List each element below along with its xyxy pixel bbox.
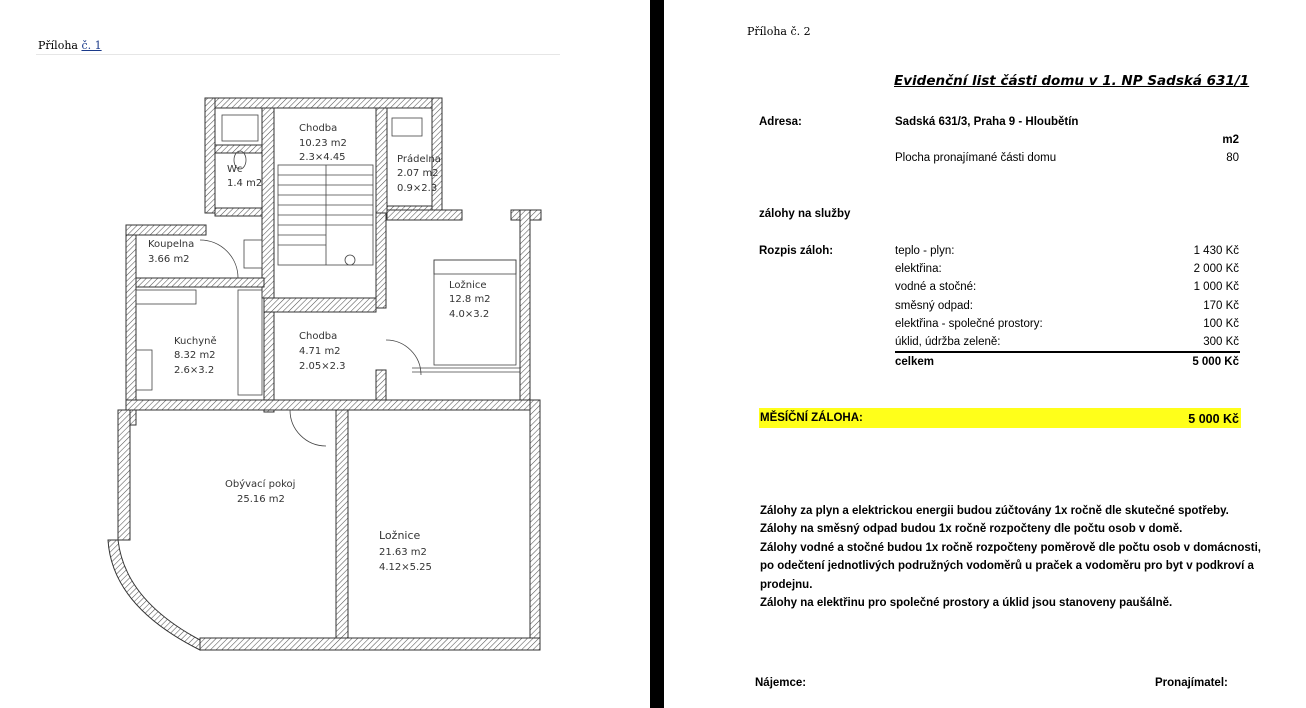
total-value: 5 000 Kč xyxy=(1192,356,1239,368)
item-amount: 2 000 Kč xyxy=(1193,263,1239,275)
annex-2-label: Příloha č. 2 xyxy=(747,25,811,38)
room-obyvaci-area: 25.16 m2 xyxy=(237,494,285,505)
total-label: celkem xyxy=(895,356,935,368)
room-pradelna-area: 2.07 m2 xyxy=(397,168,439,179)
page-divider xyxy=(650,0,664,708)
item-amount: 1 000 Kč xyxy=(1193,281,1239,293)
area-value: 80 xyxy=(1226,152,1239,164)
room-chodba-mid-area: 4.71 m2 xyxy=(299,346,341,357)
room-obyvaci xyxy=(225,478,295,505)
services-heading: zálohy na služby xyxy=(759,208,851,220)
room-koupelna-name: Koupelna xyxy=(148,239,195,250)
annex-1-number: č. 1 xyxy=(81,39,102,52)
room-kuchyne-area: 8.32 m2 xyxy=(174,350,216,361)
note-line: Zálohy za plyn a elektrickou energii budou zúčtovány 1x ročně dle skutečné spotřeby. xyxy=(760,505,1229,517)
item-amount: 170 Kč xyxy=(1203,300,1239,312)
room-chodba-mid-name: Chodba xyxy=(299,331,338,342)
monthly-value: 5 000 Kč xyxy=(1188,412,1239,426)
room-chodba-top xyxy=(299,123,347,163)
breakdown-label: Rozpis záloh: xyxy=(759,245,834,257)
total-rule xyxy=(895,351,1240,353)
room-koupelna-area: 3.66 m2 xyxy=(148,254,190,265)
room-loznice-large-dims: 4.12×5.25 xyxy=(379,562,432,573)
item-amount: 300 Kč xyxy=(1203,336,1239,348)
note-line: po odečtení jednotlivých podružných vodoměrů u praček a vodoměru pro byt v podkroví a xyxy=(760,560,1254,572)
unit-header: m2 xyxy=(1222,134,1239,146)
floor-plan xyxy=(0,0,650,708)
landlord-label: Pronajímatel: xyxy=(1155,677,1228,689)
room-koupelna xyxy=(148,239,194,265)
note-line: Zálohy vodné a stočné budou 1x ročně rozpočteny poměrově dle počtu osob v domácnosti, xyxy=(760,542,1261,554)
note-line: Zálohy na směsný odpad budou 1x ročně rozpočteny dle počtu osob v domě. xyxy=(760,523,1183,535)
room-pradelna-dims: 0.9×2.3 xyxy=(397,183,438,194)
room-chodba-top-area: 10.23 m2 xyxy=(299,138,347,149)
area-label: Plocha pronajímané části domu xyxy=(895,152,1057,164)
document-title: Evidenční list části domu v 1. NP Sadská 631/1 xyxy=(894,73,1250,89)
note-line: Zálohy na elektřinu pro společné prostory a úklid jsou stanoveny paušálně. xyxy=(760,597,1173,609)
room-pradelna xyxy=(397,153,441,194)
item-label: směsný odpad: xyxy=(895,300,973,312)
item-label: úklid, údržba zeleně: xyxy=(895,336,1001,348)
room-loznice-large-name: Ložnice xyxy=(379,529,421,542)
room-kuchyne xyxy=(174,335,217,376)
left-page xyxy=(0,0,650,708)
room-loznice-large xyxy=(379,529,432,573)
room-wc-area: 1.4 m2 xyxy=(227,178,263,189)
room-obyvaci-name: Obývací pokoj xyxy=(225,479,296,490)
item-label: elektřina: xyxy=(895,263,942,275)
item-label: teplo - plyn: xyxy=(895,245,955,257)
annex-1-prefix: Příloha xyxy=(38,39,82,52)
item-label: elektřina - společné prostory: xyxy=(895,318,1043,330)
address-value: Sadská 631/3, Praha 9 - Hloubětín xyxy=(895,116,1079,128)
room-wc xyxy=(227,164,262,189)
item-amount: 1 430 Kč xyxy=(1193,245,1239,257)
room-kuchyne-dims: 2.6×3.2 xyxy=(174,365,215,376)
plan-walls xyxy=(108,98,541,650)
room-loznice-small-area: 12.8 m2 xyxy=(449,294,491,305)
note-line: prodejnu. xyxy=(760,579,813,591)
room-wc-name: Wc xyxy=(227,164,243,175)
room-chodba-mid xyxy=(299,331,346,372)
room-loznice-small-dims: 4.0×3.2 xyxy=(449,309,490,320)
monthly-label: MĚSÍČNÍ ZÁLOHA: xyxy=(760,412,863,424)
room-loznice-large-area: 21.63 m2 xyxy=(379,547,427,558)
room-pradelna-name: Prádelna xyxy=(397,154,441,165)
room-chodba-top-dims: 2.3×4.45 xyxy=(299,152,346,163)
tenant-label: Nájemce: xyxy=(755,677,807,689)
item-label: vodné a stočné: xyxy=(895,281,977,293)
room-loznice-small-name: Ložnice xyxy=(449,280,487,291)
address-label: Adresa: xyxy=(759,116,802,128)
right-page xyxy=(664,0,1306,708)
plan-stairs xyxy=(278,165,373,265)
room-kuchyne-name: Kuchyně xyxy=(174,336,217,347)
room-chodba-top-name: Chodba xyxy=(299,123,338,134)
item-amount: 100 Kč xyxy=(1203,318,1239,330)
room-loznice-small xyxy=(449,279,491,320)
room-chodba-mid-dims: 2.05×2.3 xyxy=(299,361,346,372)
